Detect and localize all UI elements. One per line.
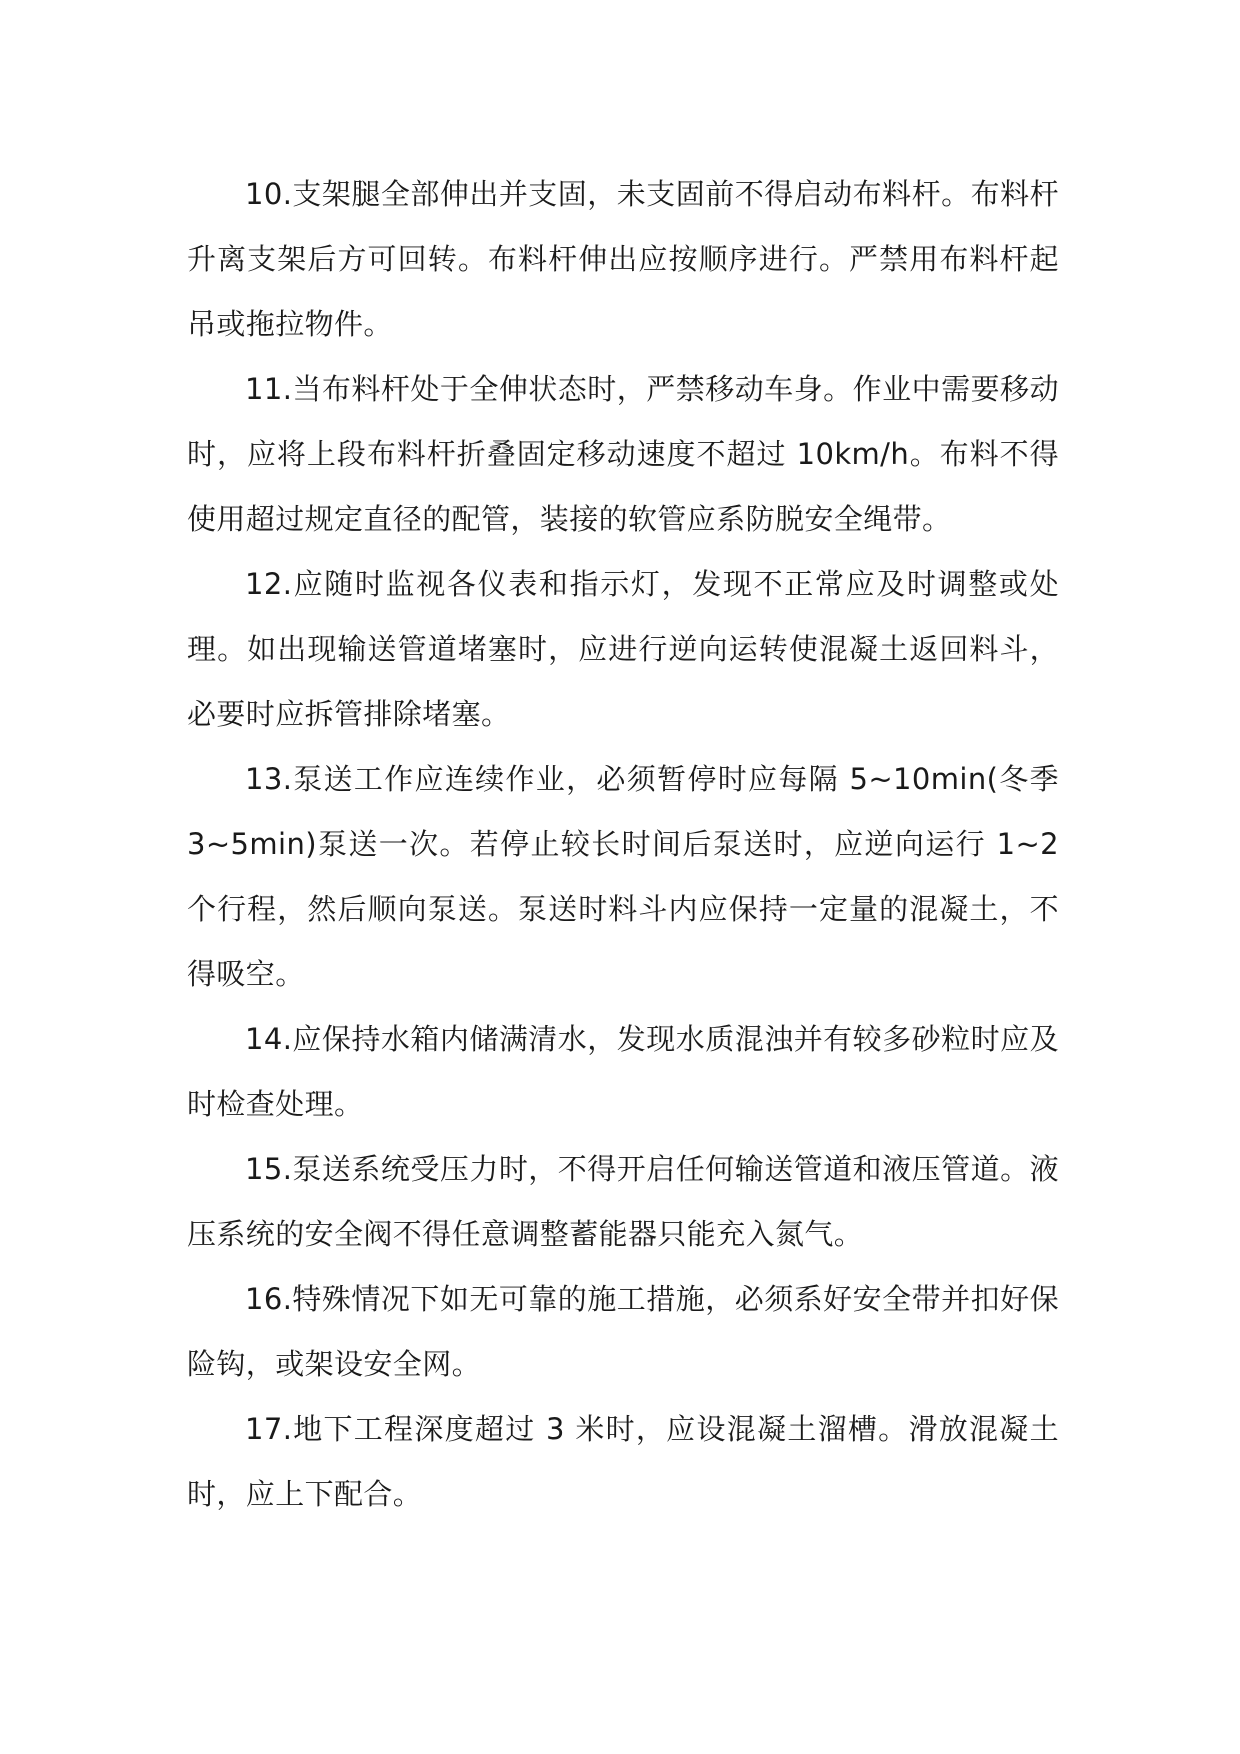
paragraph-14: 14.应保持水箱内储满清水，发现水质混浊并有较多砂粒时应及时检查处理。: [187, 1022, 1059, 1121]
paragraph-13: 13.泵送工作应连续作业，必须暂停时应每隔 5~10min(冬季 3~5min)泵送一次。若停止较长时间后泵送时，应逆向运行 1~2 个行程，然后顺向泵送。泵送时料斗内应保持一定量的混凝土，不得吸空。: [187, 762, 1059, 991]
paragraph-10: 10.支架腿全部伸出并支固，未支固前不得启动布料杆。布料杆升离支架后方可回转。布料杆伸出应按顺序进行。严禁用布料杆起吊或拖拉物件。: [187, 177, 1059, 341]
document-body: [187, 162, 1059, 1527]
paragraph-17: 17.地下工程深度超过 3 米时，应设混凝土溜槽。滑放混凝土时，应上下配合。: [187, 1412, 1059, 1511]
paragraph-15: 15.泵送系统受压力时，不得开启任何输送管道和液压管道。液压系统的安全阀不得任意调整蓄能器只能充入氮气。: [187, 1152, 1059, 1251]
paragraph-16: 16.特殊情况下如无可靠的施工措施，必须系好安全带并扣好保险钩，或架设安全网。: [187, 1282, 1059, 1381]
paragraph-12: 12.应随时监视各仪表和指示灯，发现不正常应及时调整或处理。如出现输送管道堵塞时，应进行逆向运转使混凝土返回料斗，必要时应拆管排除堵塞。: [187, 567, 1059, 731]
paragraph-11: 11.当布料杆处于全伸状态时，严禁移动车身。作业中需要移动时，应将上段布料杆折叠固定移动速度不超过 10km/h。布料不得使用超过规定直径的配管，装接的软管应系防脱安全绳带。: [187, 372, 1059, 536]
